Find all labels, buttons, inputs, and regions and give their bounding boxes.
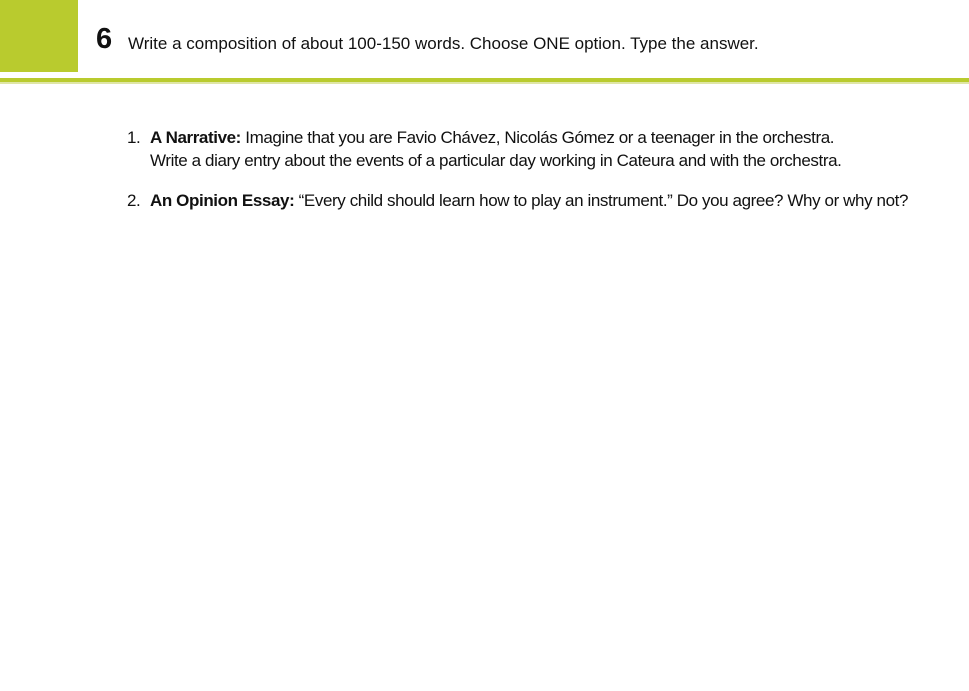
option-text-continued: Write a diary entry about the events of a particular day working in Cateura and with the orchestra. — [150, 151, 842, 170]
option-text: Imagine that you are Favio Chávez, Nicolás Gómez or a teenager in the orchestra. — [245, 128, 835, 147]
exercise-instruction: Write a composition of about 100-150 words. Choose ONE option. Type the answer. — [128, 34, 759, 53]
option-number: 2. — [127, 191, 141, 210]
option-title: A Narrative: — [150, 128, 241, 147]
option-text: “Every child should learn how to play an instrument.” Do you agree? Why or why not? — [298, 191, 909, 210]
option-narrative — [127, 126, 957, 172]
header-divider-shadow — [0, 82, 969, 84]
composition-options-list — [127, 126, 957, 212]
header-accent-block — [0, 0, 78, 72]
option-number: 1. — [127, 128, 141, 147]
option-opinion-essay — [127, 189, 957, 212]
option-title: An Opinion Essay: — [150, 191, 295, 210]
exercise-number: 6 — [96, 23, 113, 55]
